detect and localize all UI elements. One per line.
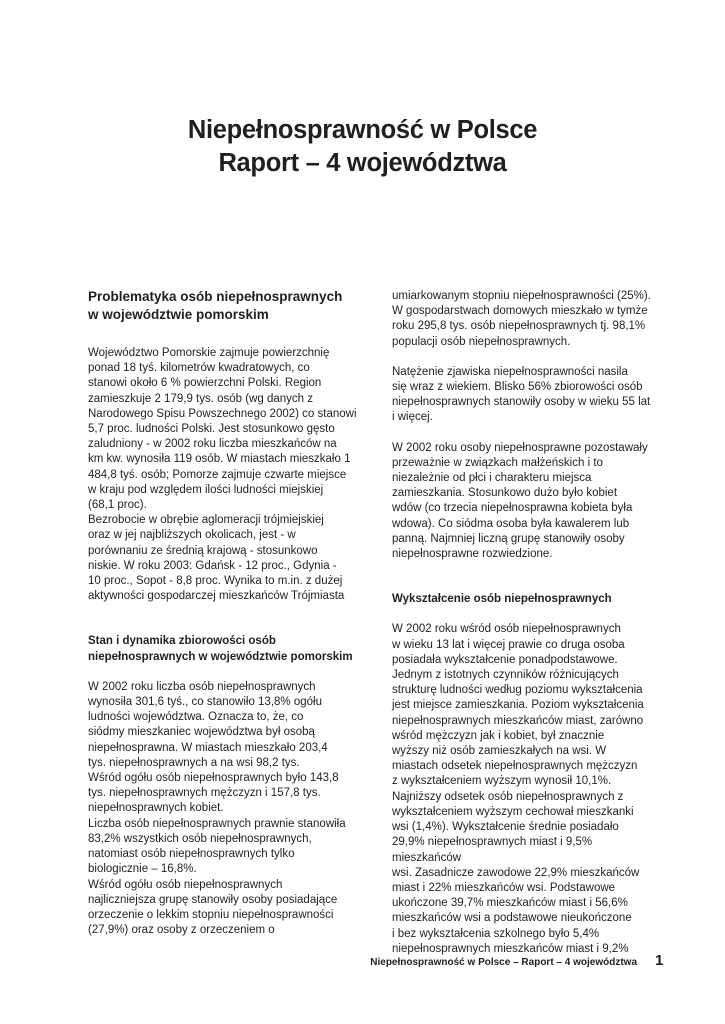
title-line-1: Niepełnosprawność w Polsce	[187, 116, 538, 144]
page-number: 1	[655, 952, 664, 969]
paragraph-liczba-osob: W 2002 roku liczba osób niepełnosprawnych wynosiła 301,6 tyś., co stanowiło 13,8% ogółu ludności województwa. Oznacza to, że, co siódmy mieszkaniec województwa był osobą niepełnosprawna. W miastach mieszkało 203,4 tys. niepełnosprawnych a na wsi 98,2 tys. Wśród ogółu osób niepełnosprawnych było 143,8 tys. niepełnosprawnych mężczyzn i 157,8 tys. niepełnosprawnych kobiet. Liczba osób niepełnosprawnych prawnie stanowiła 83,2% wszystkich osób niepełnosprawnych, natomiast osób niepełnosprawnych tylko biologicznie – 16,8%. Wśród ogółu osób niepełnosprawnych najliczniejsza grupę stanowiły osoby posiadające orzeczenie o lekkim stopniu niepełnosprawności (27,9%) oraz osoby z orzeczeniem o	[88, 680, 346, 937]
title-line-2: Raport – 4 województwa	[218, 149, 507, 177]
paragraph-wyksztalcenie: W 2002 roku wśród osób niepełnosprawnych w wieku 13 lat i więcej prawie co druga osoba posiadała wykształcenie ponadpodstawowe. Jednym z istotnych czynników różnicujących strukturę ludności według poziomu wykształcenia jest miejsce zamieszkania. Poziom wykształcenia niepełnosprawnych mieszkańców miast, zarówno wśród mężczyzn jak i kobiet, był znacznie wyższy niż osób zamieszkałych na wsi. W miastach odsetek niepełnosprawnych mężczyzn z wykształceniem wyższym wynosił 10,1%. Najniższy odsetek osób niepełnosprawnych z wykształceniem wyższym cechował mieszkanki wsi (1,4%). Wykształcenie średnie posiadało 29,9% niepełnosprawnych miast i 9,5% mieszkańców wsi. Zasadnicze zawodowe 22,9% mieszkańców miast i 22% mieszkańców wsi. Podstawowe ukończone 39,7% mieszkańców miast i 56,6% mieszkańców wsi a podstawowe nieukończone i bez wykształcenia szkolnego było 5,4% niepełnosprawnych mieszkańców miast i 9,2%	[392, 623, 644, 955]
running-footer: Niepełnosprawność w Polsce – Raport – 4 województwa	[370, 957, 637, 968]
section-heading-problematyka: Problematyka osób niepełnosprawnych w województwie pomorskim	[88, 289, 343, 322]
left-column	[88, 288, 358, 938]
section-heading-wyksztalcenie: Wykształcenie osób niepełnosprawnych	[392, 593, 612, 606]
page-title	[0, 114, 725, 180]
section-heading-stan-i-dynamika: Stan i dynamika zbiorowości osób niepełnosprawnych w województwie pomorskim	[88, 635, 353, 663]
paragraph-natezenie: Natężenie zjawiska niepełnosprawności nasila się wraz z wiekiem. Blisko 56% zbiorowości osób niepełnosprawnych stanowiły osoby w wieku 55 lat i więcej.	[392, 365, 651, 424]
right-column	[392, 289, 664, 957]
paragraph-zwiazki: W 2002 roku osoby niepełnosprawne pozostawały przeważnie w związkach małżeńskich i to niezależnie od płci i charakteru miejsca zamieszkania. Stosunkowo dużo było kobiet wdów (co trzecia niepełnosprawna kobieta była wdowa). Co siódma osoba była kawalerem lub panną. Najmniej liczną grupę stanowiły osoby niepełnosprawne rozwiedzione.	[392, 441, 648, 561]
paragraph-umiarkowanym: umiarkowanym stopniu niepełnosprawności (25%). W gospodarstwach domowych mieszkało w tymże roku 295,8 tys. osób niepełnosprawnych tj. 98,1% populacji osób niepełnosprawnych.	[392, 290, 651, 348]
paragraph-wojewodztwo: Województwo Pomorskie zajmuje powierzchnię ponad 18 tyś. kilometrów kwadratowych, co stanowi około 6 % powierzchni Polski. Region zamieszkuje 2 179,9 tys. osób (wg danych z Narodowego Spisu Powszechnego 2002) co stanowi 5,7 proc. ludności Polski. Jest stosunkowo gęsto zaludniony - w 2002 roku liczba mieszkańców na km kw. wynosiła 119 osób. W miastach mieszkało 1 484,8 tyś. osób; Pomorze zajmuje czwarte miejsce w kraju pod względem ilości ludności miejskiej (68,1 proc). Bezrobocie w obrębie aglomeracji trójmiejskiej oraz w jej najbliższych okolicach, jest - w porównaniu ze średnią krajową - stosunkowo niskie. W roku 2003: Gdańsk - 12 proc., Gdynia - 10 proc., Sopot - 8,8 proc. Wynika to m.in. z dużej aktywności gospodarczej mieszkańców Trójmiasta	[88, 347, 357, 603]
